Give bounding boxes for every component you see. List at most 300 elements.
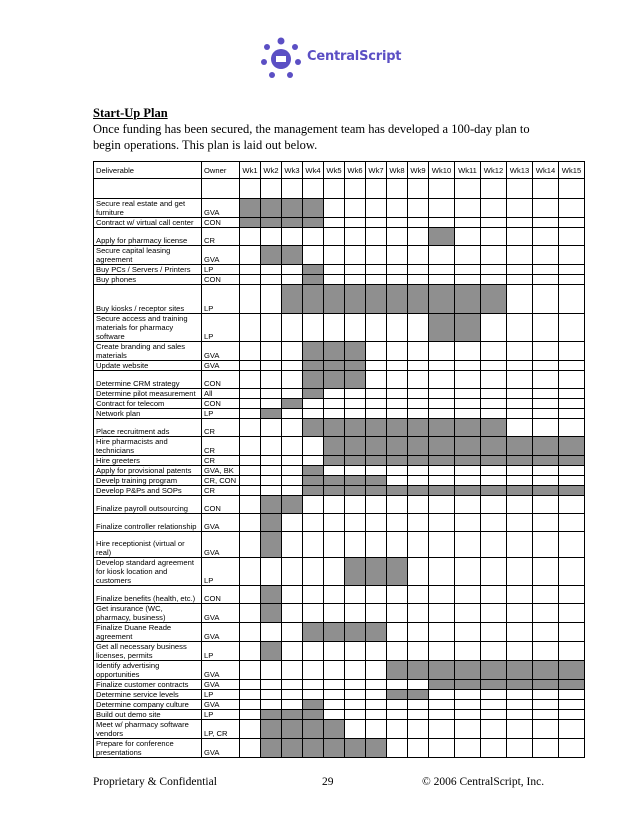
week-cell-empty	[324, 275, 345, 285]
week-cell-scheduled	[533, 437, 559, 456]
week-cell-empty	[345, 218, 366, 228]
week-cell-scheduled	[559, 661, 585, 680]
week-cell-scheduled	[282, 710, 303, 720]
week-cell-scheduled	[324, 456, 345, 466]
week-cell-empty	[240, 342, 261, 361]
week-cell-empty	[282, 371, 303, 389]
week-cell-empty	[533, 371, 559, 389]
week-cell-empty	[559, 342, 585, 361]
table-row	[94, 532, 585, 558]
week-cell-scheduled	[261, 642, 282, 661]
week-cell-empty	[282, 514, 303, 532]
week-cell-empty	[303, 532, 324, 558]
week-cell-empty	[481, 314, 507, 342]
spacer-cell	[324, 179, 345, 199]
week-cell-empty	[408, 314, 429, 342]
week-cell-scheduled	[282, 285, 303, 314]
week-cell-empty	[533, 265, 559, 275]
week-cell-empty	[481, 399, 507, 409]
week-cell-empty	[240, 228, 261, 246]
week-cell-empty	[261, 456, 282, 466]
week-cell-empty	[324, 314, 345, 342]
week-cell-empty	[455, 604, 481, 623]
week-cell-scheduled	[387, 437, 408, 456]
week-cell-empty	[324, 642, 345, 661]
week-cell-empty	[481, 265, 507, 275]
spacer-cell	[282, 179, 303, 199]
week-cell-empty	[481, 409, 507, 419]
header-week: Wk7	[366, 162, 387, 179]
owner-cell: CON	[202, 371, 240, 389]
week-cell-empty	[387, 476, 408, 486]
week-cell-scheduled	[559, 486, 585, 496]
owner-cell: GVA	[202, 361, 240, 371]
week-cell-empty	[533, 285, 559, 314]
week-cell-empty	[408, 409, 429, 419]
header-week: Wk5	[324, 162, 345, 179]
table-row	[94, 389, 585, 399]
deliverable-cell: Contract w/ virtual call center	[94, 218, 202, 228]
week-cell-empty	[324, 265, 345, 275]
week-cell-empty	[324, 532, 345, 558]
week-cell-scheduled	[366, 558, 387, 586]
week-cell-scheduled	[559, 680, 585, 690]
week-cell-scheduled	[345, 285, 366, 314]
week-cell-empty	[366, 661, 387, 680]
week-cell-scheduled	[366, 419, 387, 437]
deliverable-cell: Prepare for conference presentations	[94, 739, 202, 758]
week-cell-empty	[481, 342, 507, 361]
week-cell-empty	[240, 690, 261, 700]
deliverable-cell: Finalize customer contracts	[94, 680, 202, 690]
week-cell-empty	[429, 710, 455, 720]
week-cell-empty	[366, 361, 387, 371]
table-row	[94, 486, 585, 496]
week-cell-empty	[345, 466, 366, 476]
deliverable-cell: Determine pilot measurement	[94, 389, 202, 399]
week-cell-empty	[481, 466, 507, 476]
week-cell-empty	[261, 680, 282, 690]
header-week: Wk11	[455, 162, 481, 179]
week-cell-empty	[303, 399, 324, 409]
week-cell-scheduled	[303, 371, 324, 389]
week-cell-empty	[559, 285, 585, 314]
owner-cell: GVA	[202, 342, 240, 361]
week-cell-empty	[324, 389, 345, 399]
deliverable-cell: Buy phones	[94, 275, 202, 285]
spacer-cell	[345, 179, 366, 199]
week-cell-empty	[533, 228, 559, 246]
week-cell-empty	[429, 558, 455, 586]
week-cell-empty	[455, 496, 481, 514]
deliverable-cell: Hire greeters	[94, 456, 202, 466]
week-cell-scheduled	[345, 476, 366, 486]
table-row	[94, 228, 585, 246]
deliverable-cell: Secure capital leasing agreement	[94, 246, 202, 265]
week-cell-empty	[261, 265, 282, 275]
week-cell-scheduled	[481, 419, 507, 437]
week-cell-scheduled	[429, 437, 455, 456]
week-cell-empty	[429, 496, 455, 514]
week-cell-empty	[455, 476, 481, 486]
week-cell-scheduled	[303, 199, 324, 218]
week-cell-empty	[481, 642, 507, 661]
week-cell-empty	[559, 389, 585, 399]
week-cell-empty	[282, 700, 303, 710]
spacer-cell	[408, 179, 429, 199]
owner-cell: All	[202, 389, 240, 399]
owner-cell: GVA	[202, 739, 240, 758]
table-row	[94, 285, 585, 314]
week-cell-empty	[455, 228, 481, 246]
week-cell-empty	[261, 558, 282, 586]
week-cell-empty	[240, 314, 261, 342]
week-cell-empty	[533, 246, 559, 265]
week-cell-empty	[240, 586, 261, 604]
week-cell-empty	[408, 399, 429, 409]
week-cell-empty	[366, 265, 387, 275]
week-cell-scheduled	[507, 486, 533, 496]
week-cell-empty	[408, 710, 429, 720]
week-cell-empty	[533, 199, 559, 218]
week-cell-empty	[429, 275, 455, 285]
week-cell-empty	[303, 314, 324, 342]
week-cell-empty	[408, 739, 429, 758]
week-cell-scheduled	[366, 623, 387, 642]
week-cell-scheduled	[324, 371, 345, 389]
week-cell-empty	[345, 604, 366, 623]
week-cell-empty	[481, 586, 507, 604]
week-cell-empty	[507, 558, 533, 586]
table-row	[94, 586, 585, 604]
week-cell-scheduled	[303, 710, 324, 720]
table-row	[94, 604, 585, 623]
owner-cell: CR	[202, 228, 240, 246]
header-week: Wk15	[559, 162, 585, 179]
week-cell-empty	[455, 690, 481, 700]
week-cell-empty	[261, 389, 282, 399]
week-cell-empty	[387, 720, 408, 739]
week-cell-empty	[303, 409, 324, 419]
week-cell-empty	[240, 486, 261, 496]
week-cell-scheduled	[324, 623, 345, 642]
deliverable-cell: Create branding and sales materials	[94, 342, 202, 361]
owner-cell: GVA	[202, 199, 240, 218]
week-cell-empty	[366, 720, 387, 739]
week-cell-empty	[507, 342, 533, 361]
week-cell-empty	[387, 275, 408, 285]
week-cell-scheduled	[387, 456, 408, 466]
header-week: Wk14	[533, 162, 559, 179]
week-cell-scheduled	[366, 739, 387, 758]
week-cell-empty	[559, 514, 585, 532]
table-row	[94, 700, 585, 710]
header-owner: Owner	[202, 162, 240, 179]
week-cell-scheduled	[261, 604, 282, 623]
owner-cell: GVA	[202, 700, 240, 710]
week-cell-empty	[345, 661, 366, 680]
week-cell-empty	[455, 399, 481, 409]
table-row	[94, 623, 585, 642]
week-cell-scheduled	[387, 558, 408, 586]
week-cell-empty	[345, 642, 366, 661]
spacer-cell	[455, 179, 481, 199]
week-cell-empty	[282, 690, 303, 700]
deliverable-cell: Network plan	[94, 409, 202, 419]
week-cell-scheduled	[481, 486, 507, 496]
week-cell-empty	[408, 476, 429, 486]
header-week: Wk1	[240, 162, 261, 179]
week-cell-scheduled	[481, 456, 507, 466]
week-cell-empty	[366, 218, 387, 228]
week-cell-empty	[282, 558, 303, 586]
owner-cell: GVA	[202, 680, 240, 690]
deliverable-cell: Apply for pharmacy license	[94, 228, 202, 246]
week-cell-empty	[303, 558, 324, 586]
week-cell-empty	[481, 690, 507, 700]
week-cell-empty	[240, 399, 261, 409]
week-cell-scheduled	[324, 342, 345, 361]
week-cell-scheduled	[324, 419, 345, 437]
week-cell-empty	[261, 228, 282, 246]
week-cell-scheduled	[261, 409, 282, 419]
deliverable-cell: Buy kiosks / receptor sites	[94, 285, 202, 314]
week-cell-empty	[455, 218, 481, 228]
week-cell-empty	[507, 419, 533, 437]
week-cell-empty	[387, 399, 408, 409]
week-cell-scheduled	[366, 285, 387, 314]
week-cell-empty	[387, 514, 408, 532]
week-cell-empty	[261, 314, 282, 342]
week-cell-empty	[559, 496, 585, 514]
week-cell-empty	[387, 586, 408, 604]
week-cell-empty	[282, 361, 303, 371]
week-cell-scheduled	[261, 739, 282, 758]
week-cell-empty	[533, 409, 559, 419]
week-cell-empty	[345, 399, 366, 409]
owner-cell: GVA	[202, 246, 240, 265]
week-cell-scheduled	[507, 680, 533, 690]
week-cell-scheduled	[303, 486, 324, 496]
week-cell-empty	[366, 228, 387, 246]
week-cell-empty	[559, 228, 585, 246]
week-cell-empty	[240, 466, 261, 476]
week-cell-empty	[240, 389, 261, 399]
week-cell-empty	[481, 604, 507, 623]
week-cell-empty	[387, 642, 408, 661]
week-cell-empty	[366, 342, 387, 361]
week-cell-scheduled	[455, 456, 481, 466]
week-cell-empty	[533, 476, 559, 486]
week-cell-empty	[261, 361, 282, 371]
week-cell-empty	[240, 700, 261, 710]
week-cell-empty	[324, 661, 345, 680]
owner-cell: CR	[202, 486, 240, 496]
week-cell-empty	[408, 586, 429, 604]
week-cell-empty	[559, 532, 585, 558]
week-cell-empty	[282, 389, 303, 399]
week-cell-empty	[366, 371, 387, 389]
week-cell-scheduled	[481, 437, 507, 456]
table-row	[94, 466, 585, 476]
week-cell-scheduled	[324, 476, 345, 486]
week-cell-empty	[507, 218, 533, 228]
deliverable-cell: Determine service levels	[94, 690, 202, 700]
week-cell-empty	[507, 642, 533, 661]
owner-cell: GVA, BK	[202, 466, 240, 476]
week-cell-scheduled	[261, 586, 282, 604]
owner-cell: LP	[202, 690, 240, 700]
week-cell-empty	[282, 409, 303, 419]
week-cell-empty	[324, 496, 345, 514]
week-cell-empty	[240, 437, 261, 456]
week-cell-empty	[282, 476, 303, 486]
table-header-row	[94, 162, 585, 179]
week-cell-empty	[240, 409, 261, 419]
week-cell-empty	[559, 409, 585, 419]
week-cell-empty	[324, 690, 345, 700]
week-cell-empty	[324, 710, 345, 720]
week-cell-scheduled	[429, 456, 455, 466]
week-cell-empty	[408, 371, 429, 389]
week-cell-empty	[507, 389, 533, 399]
owner-cell: CR	[202, 437, 240, 456]
week-cell-empty	[387, 532, 408, 558]
header-week: Wk9	[408, 162, 429, 179]
footer-copyright: © 2006 CentralScript, Inc.	[422, 776, 545, 788]
table-row	[94, 371, 585, 389]
week-cell-empty	[240, 532, 261, 558]
deliverable-cell: Determine CRM strategy	[94, 371, 202, 389]
week-cell-empty	[366, 604, 387, 623]
week-cell-empty	[507, 371, 533, 389]
week-cell-empty	[533, 700, 559, 710]
week-cell-empty	[507, 466, 533, 476]
week-cell-empty	[387, 228, 408, 246]
deliverable-cell: Finalize payroll outsourcing	[94, 496, 202, 514]
week-cell-empty	[429, 389, 455, 399]
week-cell-empty	[507, 496, 533, 514]
week-cell-empty	[408, 642, 429, 661]
week-cell-empty	[261, 486, 282, 496]
week-cell-scheduled	[282, 720, 303, 739]
week-cell-empty	[282, 604, 303, 623]
table-row	[94, 399, 585, 409]
week-cell-empty	[303, 690, 324, 700]
week-cell-empty	[507, 532, 533, 558]
week-cell-empty	[533, 642, 559, 661]
week-cell-empty	[324, 409, 345, 419]
week-cell-scheduled	[455, 285, 481, 314]
table-row	[94, 342, 585, 361]
week-cell-scheduled	[345, 739, 366, 758]
owner-cell: CON	[202, 399, 240, 409]
week-cell-empty	[240, 285, 261, 314]
week-cell-empty	[345, 199, 366, 218]
week-cell-empty	[429, 246, 455, 265]
week-cell-empty	[559, 700, 585, 710]
week-cell-empty	[533, 496, 559, 514]
week-cell-scheduled	[324, 361, 345, 371]
company-logo	[258, 36, 404, 82]
spacer-cell	[429, 179, 455, 199]
week-cell-scheduled	[408, 690, 429, 700]
week-cell-empty	[240, 642, 261, 661]
table-row	[94, 476, 585, 486]
week-cell-empty	[507, 275, 533, 285]
week-cell-scheduled	[345, 361, 366, 371]
week-cell-empty	[387, 623, 408, 642]
week-cell-empty	[387, 246, 408, 265]
week-cell-empty	[303, 680, 324, 690]
week-cell-scheduled	[429, 661, 455, 680]
week-cell-empty	[455, 275, 481, 285]
week-cell-empty	[366, 514, 387, 532]
week-cell-scheduled	[408, 661, 429, 680]
week-cell-empty	[455, 371, 481, 389]
week-cell-empty	[366, 690, 387, 700]
week-cell-empty	[533, 361, 559, 371]
table-row	[94, 265, 585, 275]
deliverable-cell: Finalize benefits (health, etc.)	[94, 586, 202, 604]
week-cell-empty	[366, 199, 387, 218]
week-cell-empty	[240, 720, 261, 739]
week-cell-empty	[455, 558, 481, 586]
week-cell-empty	[429, 466, 455, 476]
week-cell-empty	[366, 532, 387, 558]
header-week: Wk13	[507, 162, 533, 179]
header-week: Wk6	[345, 162, 366, 179]
owner-cell: CON	[202, 218, 240, 228]
week-cell-empty	[408, 623, 429, 642]
week-cell-empty	[303, 496, 324, 514]
week-cell-empty	[559, 371, 585, 389]
week-cell-empty	[324, 199, 345, 218]
owner-cell: LP	[202, 285, 240, 314]
deliverable-cell: Finalize controller relationship	[94, 514, 202, 532]
week-cell-empty	[559, 720, 585, 739]
week-cell-empty	[282, 456, 303, 466]
week-cell-empty	[533, 558, 559, 586]
week-cell-empty	[324, 586, 345, 604]
table-row	[94, 275, 585, 285]
week-cell-scheduled	[429, 285, 455, 314]
table-row	[94, 690, 585, 700]
week-cell-scheduled	[366, 456, 387, 466]
week-cell-scheduled	[282, 218, 303, 228]
week-cell-empty	[559, 419, 585, 437]
week-cell-empty	[429, 604, 455, 623]
week-cell-empty	[408, 680, 429, 690]
week-cell-empty	[345, 710, 366, 720]
section-intro: Once funding has been secured, the management team has developed a 100-day plan to begin operations. This plan is laid out below.	[93, 122, 530, 152]
deliverable-cell: Determine company culture	[94, 700, 202, 710]
week-cell-scheduled	[282, 246, 303, 265]
week-cell-empty	[559, 314, 585, 342]
week-cell-empty	[559, 739, 585, 758]
week-cell-empty	[303, 437, 324, 456]
week-cell-empty	[345, 586, 366, 604]
spacer-cell	[387, 179, 408, 199]
week-cell-scheduled	[408, 419, 429, 437]
week-cell-scheduled	[282, 496, 303, 514]
deliverable-cell: Buy PCs / Servers / Printers	[94, 265, 202, 275]
week-cell-empty	[303, 642, 324, 661]
table-row	[94, 218, 585, 228]
week-cell-empty	[507, 314, 533, 342]
footer-confidential: Proprietary & Confidential	[93, 776, 217, 788]
week-cell-scheduled	[303, 739, 324, 758]
